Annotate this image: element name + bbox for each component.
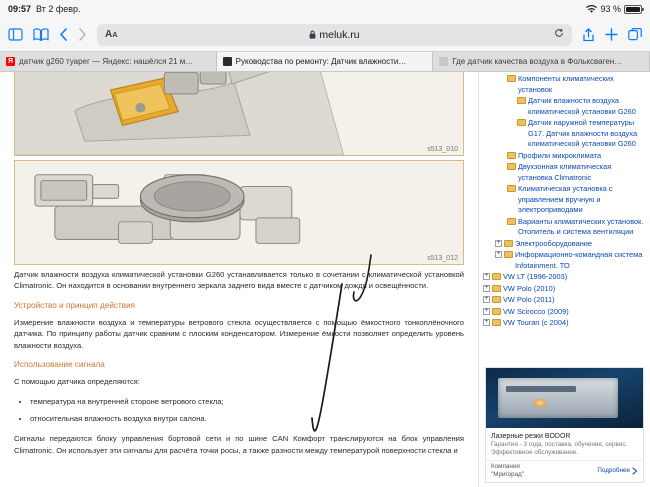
- plus-icon[interactable]: [605, 28, 618, 41]
- folder-icon: [492, 273, 501, 280]
- address-bar[interactable]: [97, 24, 572, 46]
- tree-node-label[interactable]: Климатическая установка с управлением вручную и электроприводами: [518, 184, 613, 215]
- chevron-right-icon[interactable]: [78, 28, 87, 41]
- article-column: [0, 72, 478, 487]
- tree-node-label[interactable]: VW Polo (2010): [503, 283, 556, 293]
- figure-caption: s513_012: [427, 255, 458, 262]
- paragraph-signal-transmit: Сигналы передаются блоку управления бортовой сети и по шине CAN Комфорт транслируются на блок управления Climatronic. Он использует эти сигналы для расчёта точки росы, а также разности между температурой поверхности стекла и: [14, 434, 464, 455]
- book-icon[interactable]: [33, 28, 49, 41]
- tree-node-0[interactable]: [483, 74, 646, 95]
- tree-node-label[interactable]: Информационно-командная система Infotainment. ТО: [515, 250, 643, 270]
- figure-sensor-module: [14, 160, 464, 265]
- site-favicon: [223, 57, 232, 66]
- tree-node-label[interactable]: Двухзонная климатическая установка Climatronic: [518, 162, 612, 182]
- tree-node-1[interactable]: [483, 96, 646, 117]
- ad-title[interactable]: Лазерные резки BODOR: [491, 432, 571, 440]
- status-date: Вт 2 февр.: [36, 4, 81, 14]
- figure-caption: s513_010: [427, 146, 458, 153]
- folder-icon: [507, 152, 516, 159]
- figure-group: [0, 72, 478, 265]
- tree-node-8[interactable]: [483, 250, 646, 271]
- ad-company-name: "Мригорад": [491, 471, 525, 479]
- folder-icon: [504, 240, 513, 247]
- expand-plus-icon[interactable]: +: [484, 296, 489, 303]
- tree-node-label[interactable]: Варианты климатических установок. Отопитель и система вентиляции: [518, 216, 644, 237]
- status-right-cluster: [586, 4, 642, 14]
- ad-block[interactable]: [485, 367, 644, 484]
- folder-icon: [504, 251, 513, 258]
- folder-icon: [492, 319, 501, 326]
- tree-node-label[interactable]: Компоненты климатических установок: [518, 74, 614, 94]
- expand-plus-icon[interactable]: +: [496, 251, 501, 258]
- folder-icon: [517, 97, 526, 104]
- tab-bar: [0, 52, 650, 72]
- tree-node-12[interactable]: [483, 307, 646, 318]
- browser-tab-0[interactable]: [0, 52, 217, 71]
- folder-icon: [492, 285, 501, 292]
- folder-icon: [507, 163, 516, 170]
- browser-tab-1[interactable]: [217, 52, 434, 71]
- figure-sensor-housing-art: [15, 72, 463, 155]
- paragraph-principle: Измерение влажности воздуха и температуры ветрового стекла осуществляется с помощью ёмкостного тонкоплёночного датчика. По принципу работы датчик сравним с плоским конденсатором. Измерение ёмкости позволяет определить уровень влажности воздуха.: [14, 317, 464, 350]
- reload-icon[interactable]: [554, 28, 564, 41]
- tree-node-label[interactable]: Электрооборудование: [515, 238, 593, 248]
- site-favicon: [439, 57, 448, 66]
- tree-node-13[interactable]: [483, 318, 646, 329]
- folder-icon: [507, 218, 516, 225]
- paragraph-intro: Датчик влажности воздуха климатической установки G260 устанавливается только в сочетании с климатической установкой Climatronic. Он находится в основании внутреннего зеркала заднего вида вместе с датчиком дождя и освещённости.: [14, 270, 464, 291]
- bullet-list: [14, 396, 464, 424]
- sidebar-tree: [478, 72, 650, 487]
- ad-more-link[interactable]: [597, 467, 638, 476]
- tree-node-label[interactable]: VW Polo (2011): [503, 295, 555, 305]
- tree-node-label[interactable]: Датчик наружной температуры G17. Датчик влажности воздуха климатической установки G260: [528, 118, 638, 149]
- list-item: • относительная влажность воздуха внутри салона.: [30, 413, 464, 424]
- expand-plus-icon[interactable]: +: [484, 284, 489, 291]
- expand-plus-icon[interactable]: +: [484, 307, 489, 314]
- folder-icon: [492, 308, 501, 315]
- status-bar: [0, 0, 650, 18]
- tree-node-6[interactable]: [483, 217, 646, 238]
- tree-node-7[interactable]: [483, 239, 646, 250]
- battery-icon: [624, 5, 642, 14]
- wifi-icon: [586, 5, 597, 14]
- battery-percent: 93 %: [600, 4, 621, 14]
- tree-node-label[interactable]: Датчик влажности воздуха климатической установки G260: [528, 96, 636, 116]
- ad-banner-image[interactable]: [486, 368, 643, 428]
- ad-company: [491, 463, 524, 479]
- folder-icon: [492, 296, 501, 303]
- heading-signal-usage: Использование сигнала: [14, 359, 105, 369]
- ad-more-label: Подробнее: [597, 466, 630, 474]
- tab-label: датчик g260 туарег — Яндекс: нашёлся 21 м…: [19, 57, 194, 66]
- lock-icon: [309, 30, 316, 39]
- article-text: [0, 269, 478, 456]
- text-size-button[interactable]: AA: [105, 29, 118, 40]
- tree-node-label[interactable]: VW Touran (с 2004): [503, 318, 569, 328]
- tree-node-5[interactable]: [483, 184, 646, 216]
- folder-icon: [517, 119, 526, 126]
- expand-plus-icon[interactable]: +: [496, 239, 501, 246]
- tab-label: Где датчик качества воздуха в Фольксваген…: [452, 57, 623, 66]
- figure-sensor-module-art: [15, 161, 463, 264]
- ad-company-label: Компания: [491, 463, 520, 471]
- sidebar-icon[interactable]: [8, 28, 23, 41]
- yandex-favicon: Я: [7, 58, 14, 65]
- chevron-right-icon: [632, 467, 638, 475]
- ad-footer: [486, 460, 643, 482]
- browser-tab-2[interactable]: [433, 52, 650, 71]
- paragraph-determined-by: С помощью датчика определяются:: [14, 376, 140, 386]
- heading-design-principle: Устройство и принцип действия: [14, 300, 136, 310]
- share-icon[interactable]: [582, 28, 595, 42]
- ad-machine-graphic: [498, 378, 618, 418]
- tree-node-4[interactable]: [483, 162, 646, 183]
- expand-plus-icon[interactable]: +: [484, 319, 489, 326]
- folder-icon: [507, 185, 516, 192]
- tree-node-label[interactable]: Профили микроклимата: [518, 150, 602, 160]
- tree-node-2[interactable]: [483, 118, 646, 150]
- tree-node-9[interactable]: [483, 272, 646, 283]
- tree-node-label[interactable]: VW LT (1996-2003): [503, 272, 568, 282]
- tabs-icon[interactable]: [628, 28, 642, 41]
- folder-icon: [507, 75, 516, 82]
- figure-sensor-housing: [14, 72, 464, 156]
- browser-toolbar: [0, 18, 650, 52]
- tree-node-10[interactable]: [483, 284, 646, 295]
- chevron-left-icon[interactable]: [59, 28, 68, 41]
- page-body: [0, 72, 650, 487]
- list-item: • температура на внутренней стороне ветрового стекла;: [30, 396, 464, 407]
- ad-spark-graphic: [532, 398, 548, 408]
- ad-subtitle: Гарантия - 3 года, поставка, обучение, сервис. Эффективное обслуживание.: [491, 440, 628, 457]
- tree-node-3[interactable]: [483, 151, 646, 162]
- expand-plus-icon[interactable]: +: [484, 273, 489, 280]
- tree-node-11[interactable]: [483, 295, 646, 306]
- tab-label: Руководства по ремонту: Датчик влажности…: [235, 57, 407, 66]
- tree-node-label[interactable]: VW Scirocco (2009): [503, 306, 569, 316]
- status-time: 09:57: [8, 4, 32, 14]
- url-text: meluk.ru: [319, 28, 360, 41]
